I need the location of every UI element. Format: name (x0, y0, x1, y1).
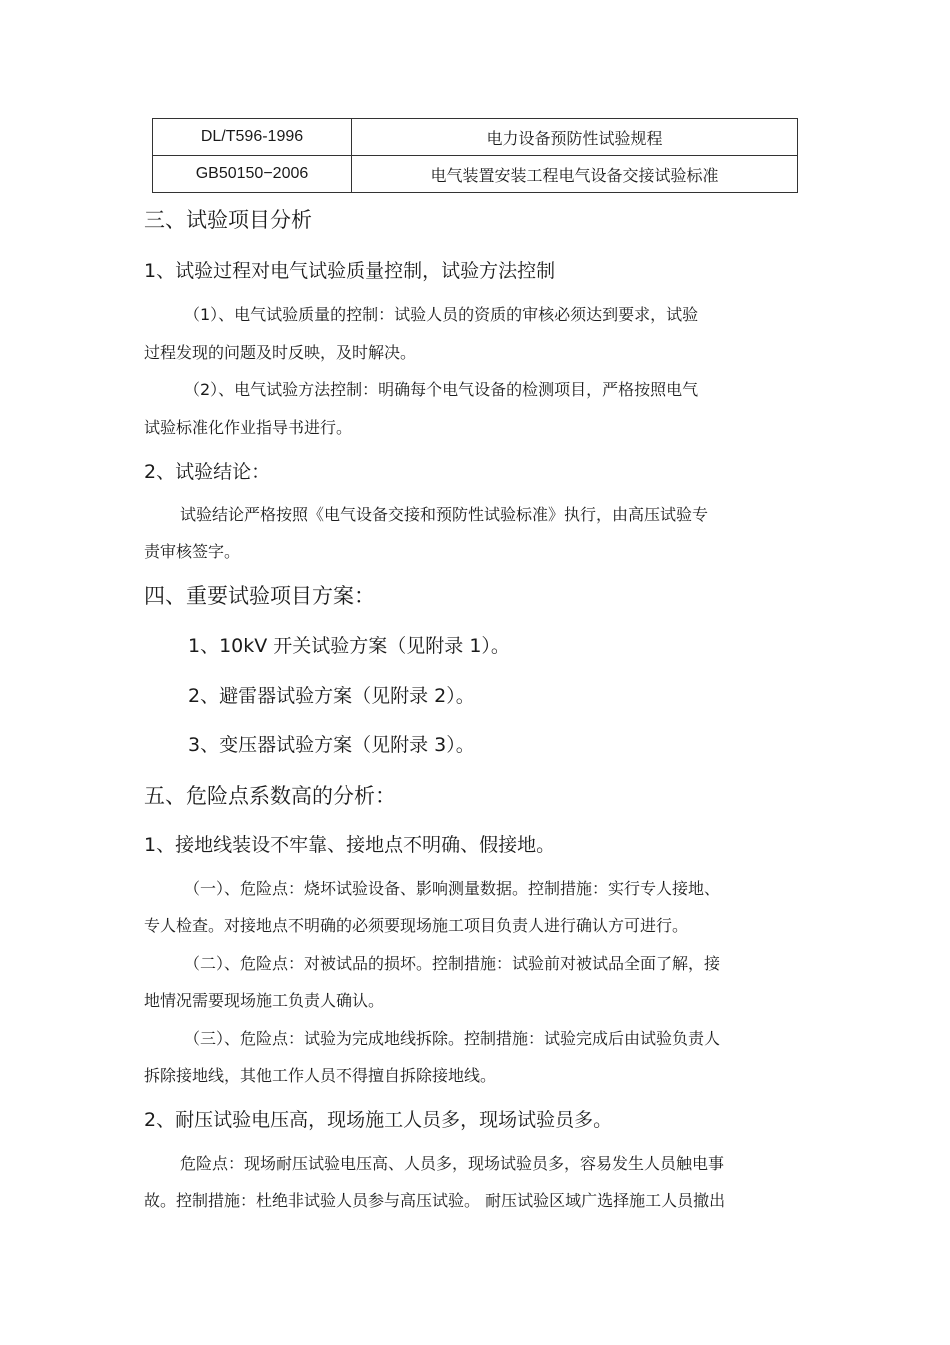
section3-sub2-p-line2: 责审核签字。 (144, 542, 241, 561)
section5-sub1-heading: 1、接地线装设不牢靠、接地点不明确、假接地。 (144, 834, 556, 856)
section3-heading: 三、试验项目分析 (144, 208, 312, 232)
table-row (153, 156, 798, 193)
section3-sub1-p2-line1: （2）、电气试验方法控制：明确每个电气设备的检测项目，严格按照电气 (184, 380, 699, 399)
section5-sub1-b-line1: （二）、危险点：对被试品的损坏。控制措施：试验前对被试品全面了解，接 (184, 954, 721, 973)
section3-sub1-p1-line1: （1）、电气试验质量的控制：试验人员的资质的审核必须达到要求，试验 (184, 305, 699, 324)
section3-sub1-p1-line2: 过程发现的问题及时反映，及时解决。 (144, 343, 417, 362)
section5-sub1-c-line2: 拆除接地线，其他工作人员不得擅自拆除接地线。 (144, 1066, 497, 1085)
standard-code: DL/T596-1996 (153, 119, 352, 156)
section5-sub1-b-line2: 地情况需要现场施工负责人确认。 (144, 991, 385, 1010)
section3-sub1-p2-line2: 试验标准化作业指导书进行。 (144, 418, 353, 437)
standards-table (152, 118, 798, 193)
section4-heading: 四、重要试验项目方案： (144, 584, 375, 608)
section5-sub2-p-line2: 故。控制措施：杜绝非试验人员参与高压试验。 耐压试验区域广选择施工人员撤出 (144, 1191, 726, 1210)
standard-name: 电气装置安装工程电气设备交接试验标准 (352, 156, 798, 193)
section5-sub2-p-line1: 危险点：现场耐压试验电压高、人员多，现场试验员多，容易发生人员触电事 (180, 1154, 725, 1173)
section5-sub1-a-line1: （一）、危险点：烧坏试验设备、影响测量数据。控制措施：实行专人接地、 (184, 879, 721, 898)
section5-sub2-heading: 2、耐压试验电压高，现场施工人员多，现场试验员多。 (144, 1109, 613, 1131)
section4-item: 1、10kV 开关试验方案（见附录 1）。 (188, 635, 510, 657)
section5-sub1-a-line2: 专人检查。对接地点不明确的必须要现场施工项目负责人进行确认方可进行。 (144, 916, 689, 935)
section3-sub2-p-line1: 试验结论严格按照《电气设备交接和预防性试验标准》执行，由高压试验专 (180, 505, 709, 524)
section3-sub1-heading: 1、试验过程对电气试验质量控制，试验方法控制 (144, 260, 556, 282)
section4-item: 3、变压器试验方案（见附录 3）。 (188, 734, 475, 756)
standard-name: 电力设备预防性试验规程 (352, 119, 798, 156)
standard-code: GB50150−2006 (153, 156, 352, 193)
section5-sub1-c-line1: （三）、危险点：试验为完成地线拆除。控制措施：试验完成后由试验负责人 (184, 1029, 721, 1048)
section4-item: 2、避雷器试验方案（见附录 2）。 (188, 685, 475, 707)
section5-heading: 五、危险点系数高的分析： (144, 784, 396, 808)
section3-sub2-heading: 2、试验结论： (144, 461, 271, 483)
table-row (153, 119, 798, 156)
